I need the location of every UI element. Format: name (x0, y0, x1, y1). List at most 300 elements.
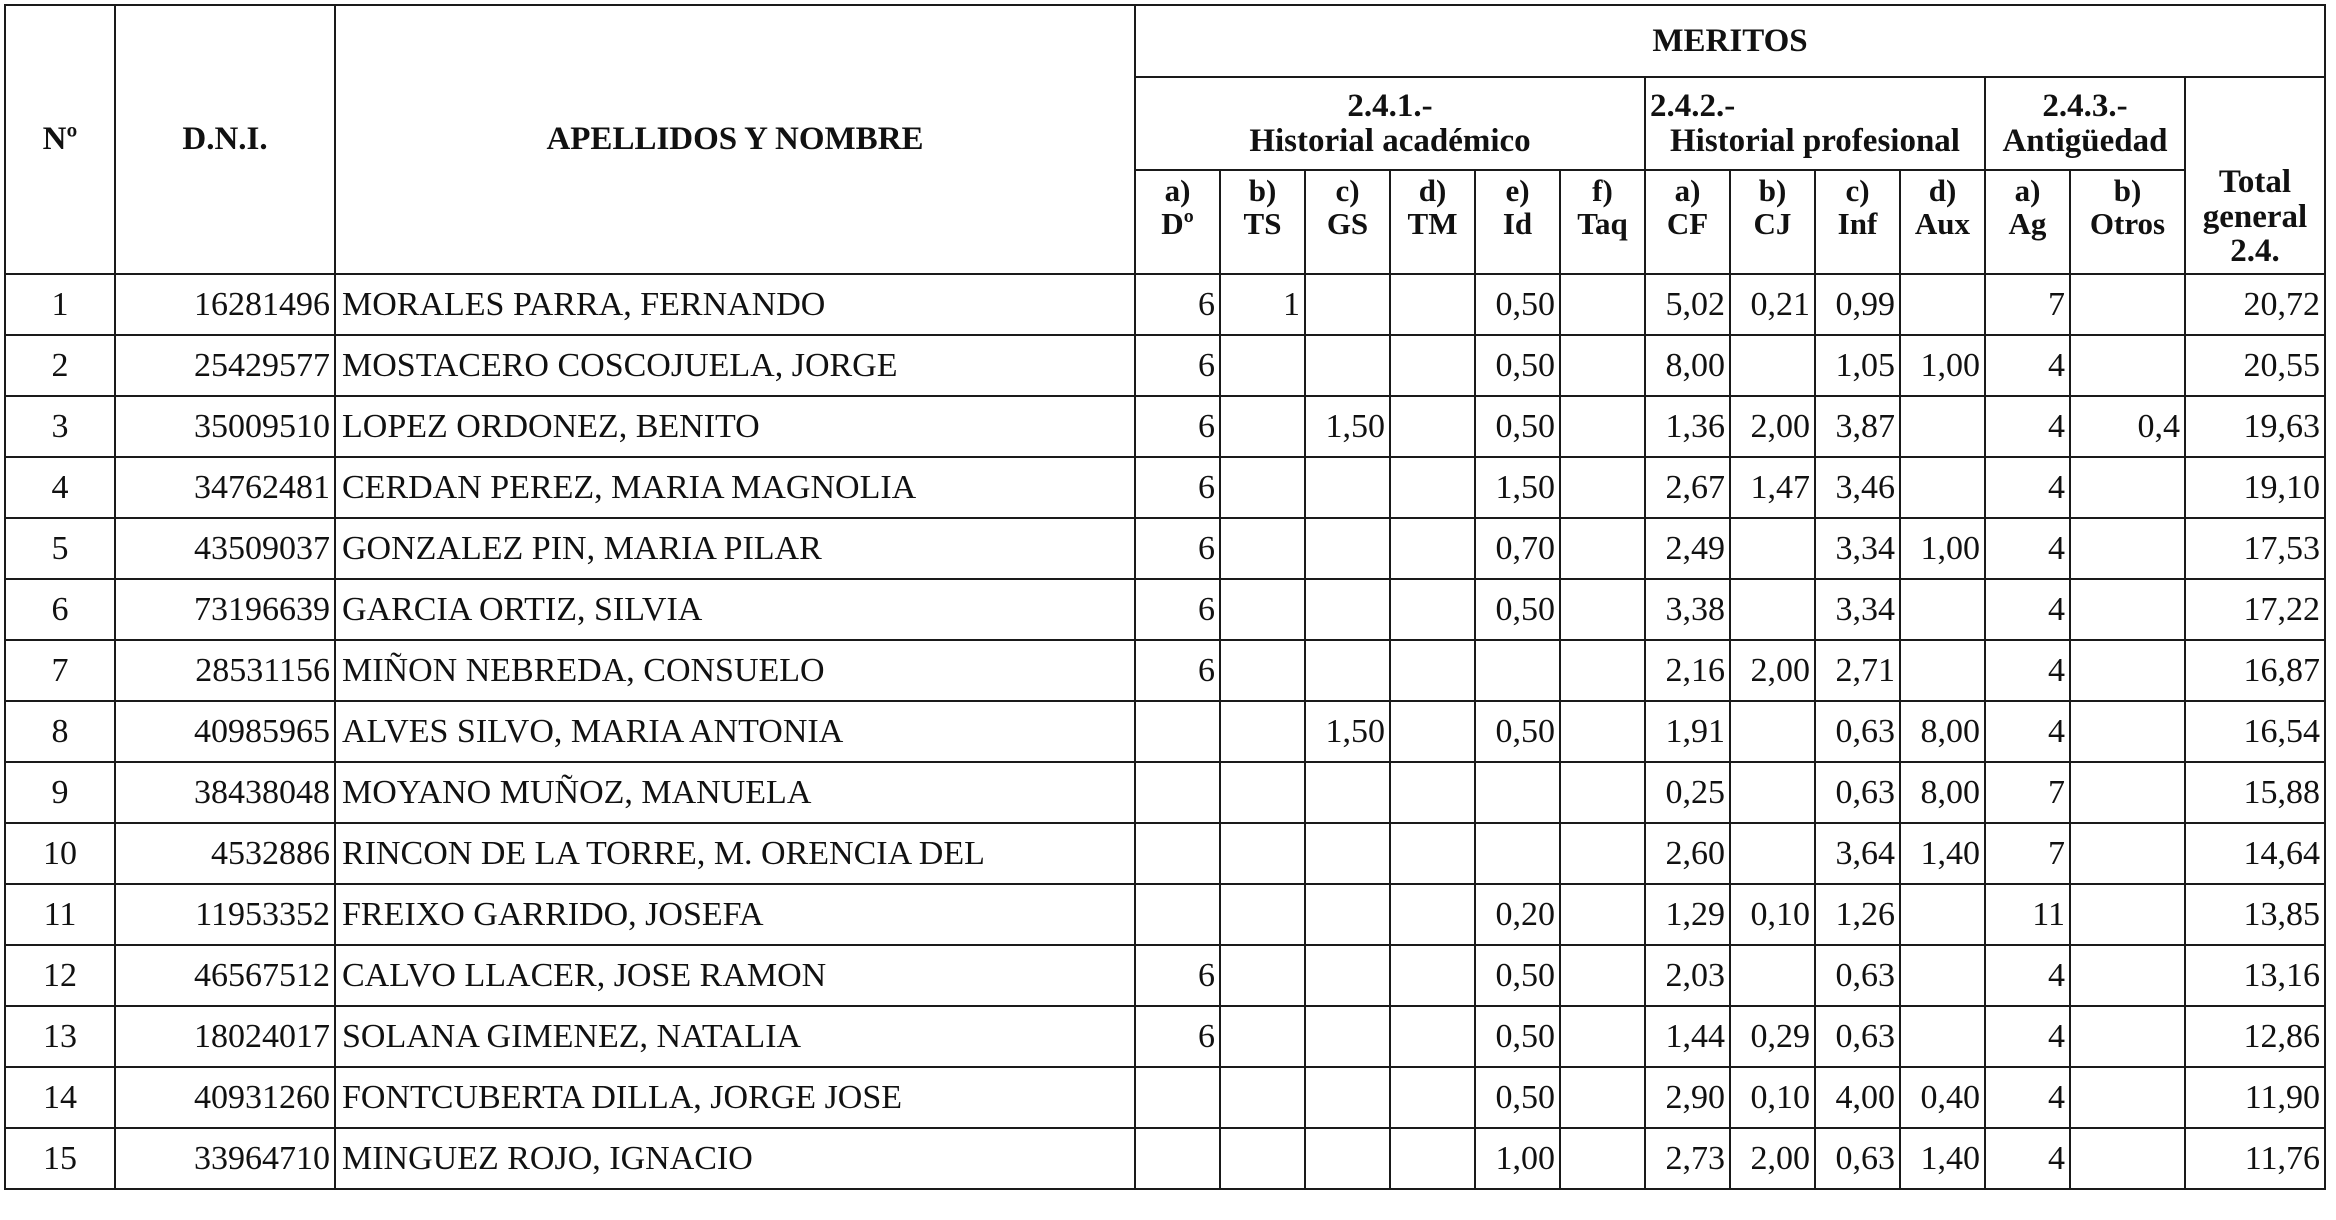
header-name: APELLIDOS Y NOMBRE (335, 5, 1135, 274)
row-merit-value: 0,29 (1730, 1006, 1815, 1067)
row-merit-value: 6 (1135, 396, 1220, 457)
row-merit-value: 6 (1135, 335, 1220, 396)
row-merit-value (1305, 884, 1390, 945)
row-merit-value: 3,87 (1815, 396, 1900, 457)
row-dni: 34762481 (115, 457, 335, 518)
table-row (5, 640, 2325, 701)
table-row (5, 457, 2325, 518)
row-merit-value: 3,38 (1645, 579, 1730, 640)
row-number: 11 (5, 884, 115, 945)
row-merit-value: 1,50 (1305, 396, 1390, 457)
row-merit-value: 7 (1985, 274, 2070, 335)
row-number: 14 (5, 1067, 115, 1128)
subheader-abbrev: GS (1326, 205, 1369, 241)
row-merit-value: 0,50 (1475, 1067, 1560, 1128)
row-merit-value (1730, 945, 1815, 1006)
row-dni: 28531156 (115, 640, 335, 701)
row-total: 13,85 (2185, 884, 2325, 945)
row-merit-value (1560, 884, 1645, 945)
row-merit-value (1390, 1006, 1475, 1067)
subheader-abbrev: Inf (1837, 205, 1878, 241)
row-merit-value: 0,70 (1475, 518, 1560, 579)
row-total: 12,86 (2185, 1006, 2325, 1067)
row-merit-value (1900, 579, 1985, 640)
row-merit-value: 2,67 (1645, 457, 1730, 518)
table-row (5, 579, 2325, 640)
row-merit-value (2070, 945, 2185, 1006)
merits-table (4, 4, 2326, 1190)
row-merit-value (1305, 823, 1390, 884)
subheader-cell (1135, 170, 1220, 274)
row-merit-value (1220, 457, 1305, 518)
row-merit-value (2070, 762, 2185, 823)
row-merit-value: 0,50 (1475, 396, 1560, 457)
row-number: 4 (5, 457, 115, 518)
total-line2: general (2202, 198, 2308, 235)
row-merit-value: 1,26 (1815, 884, 1900, 945)
group-professional-title: Historial profesional (1670, 122, 1960, 159)
subheader-letter: c) (1335, 173, 1360, 208)
row-merit-value (1135, 1067, 1220, 1128)
row-merit-value (1220, 335, 1305, 396)
row-merit-value (2070, 1128, 2185, 1189)
row-merit-value (2070, 640, 2185, 701)
row-merit-value (1220, 701, 1305, 762)
row-merit-value (1135, 1128, 1220, 1189)
row-merit-value: 1,91 (1645, 701, 1730, 762)
row-merit-value (1900, 945, 1985, 1006)
subheader-letter: b) (2113, 173, 2142, 208)
row-merit-value (2070, 823, 2185, 884)
row-merit-value: 6 (1135, 640, 1220, 701)
row-merit-value (2070, 457, 2185, 518)
row-merit-value (1560, 640, 1645, 701)
row-merit-value: 0,50 (1475, 1006, 1560, 1067)
row-merit-value (1390, 884, 1475, 945)
row-merit-value: 1,44 (1645, 1006, 1730, 1067)
row-merit-value (1305, 640, 1390, 701)
row-merit-value: 2,60 (1645, 823, 1730, 884)
subheader-abbrev: CF (1666, 205, 1709, 241)
row-merit-value (1560, 1067, 1645, 1128)
row-number: 6 (5, 579, 115, 640)
row-merit-value (1900, 884, 1985, 945)
row-merit-value: 5,02 (1645, 274, 1730, 335)
row-merit-value: 2,03 (1645, 945, 1730, 1006)
row-merit-value: 4 (1985, 518, 2070, 579)
row-merit-value (1560, 701, 1645, 762)
row-dni: 40931260 (115, 1067, 335, 1128)
row-number: 5 (5, 518, 115, 579)
row-merit-value: 6 (1135, 1006, 1220, 1067)
row-total: 19,63 (2185, 396, 2325, 457)
row-merit-value (1135, 823, 1220, 884)
row-merit-value: 4 (1985, 1006, 2070, 1067)
row-merit-value (1560, 274, 1645, 335)
group-seniority-title: Antigüedad (2002, 122, 2168, 159)
row-total: 17,22 (2185, 579, 2325, 640)
row-merit-value (2070, 274, 2185, 335)
subheader-abbrev: Ag (2008, 205, 2047, 241)
row-name: FONTCUBERTA DILLA, JORGE JOSE (335, 1067, 1135, 1128)
row-merit-value: 0,4 (2070, 396, 2185, 457)
subheader-abbrev: Otros (2089, 205, 2166, 241)
row-merit-value: 0,21 (1730, 274, 1815, 335)
row-dni: 40985965 (115, 701, 335, 762)
row-merit-value: 2,16 (1645, 640, 1730, 701)
row-dni: 35009510 (115, 396, 335, 457)
subheader-cell (2070, 170, 2185, 274)
row-merit-value: 6 (1135, 518, 1220, 579)
subheader-letter: d) (1418, 173, 1447, 208)
row-merit-value: 1,05 (1815, 335, 1900, 396)
row-number: 1 (5, 274, 115, 335)
row-merit-value (1560, 579, 1645, 640)
row-name: LOPEZ ORDONEZ, BENITO (335, 396, 1135, 457)
row-merit-value: 6 (1135, 457, 1220, 518)
row-merit-value (1475, 823, 1560, 884)
row-total: 11,76 (2185, 1128, 2325, 1189)
table-row (5, 518, 2325, 579)
row-merit-value: 0,25 (1645, 762, 1730, 823)
row-merit-value: 7 (1985, 762, 2070, 823)
row-merit-value (2070, 701, 2185, 762)
row-merit-value (1220, 1128, 1305, 1189)
row-dni: 16281496 (115, 274, 335, 335)
row-merit-value: 0,63 (1815, 1128, 1900, 1189)
row-name: MOSTACERO COSCOJUELA, JORGE (335, 335, 1135, 396)
row-dni: 11953352 (115, 884, 335, 945)
row-name: MIÑON NEBREDA, CONSUELO (335, 640, 1135, 701)
row-merit-value: 0,99 (1815, 274, 1900, 335)
row-merit-value: 1,00 (1475, 1128, 1560, 1189)
subheader-cell (1900, 170, 1985, 274)
row-merit-value (1305, 1128, 1390, 1189)
row-merit-value: 0,63 (1815, 762, 1900, 823)
subheader-letter: e) (1505, 173, 1530, 208)
row-merit-value (1390, 335, 1475, 396)
row-number: 8 (5, 701, 115, 762)
row-merit-value (1390, 1067, 1475, 1128)
row-merit-value (1305, 457, 1390, 518)
row-dni: 73196639 (115, 579, 335, 640)
row-merit-value (1135, 701, 1220, 762)
subheader-letter: c) (1845, 173, 1870, 208)
subheader-cell (1560, 170, 1645, 274)
row-merit-value (1390, 945, 1475, 1006)
row-merit-value: 1,47 (1730, 457, 1815, 518)
row-merit-value (1305, 1006, 1390, 1067)
row-merit-value (1305, 1067, 1390, 1128)
row-merit-value (1475, 762, 1560, 823)
row-total: 20,72 (2185, 274, 2325, 335)
row-merit-value (2070, 1067, 2185, 1128)
row-merit-value (2070, 884, 2185, 945)
row-merit-value: 1,40 (1900, 1128, 1985, 1189)
row-name: RINCON DE LA TORRE, M. ORENCIA DEL (335, 823, 1135, 884)
row-merit-value: 2,00 (1730, 640, 1815, 701)
row-merit-value: 4 (1985, 1128, 2070, 1189)
table-row (5, 396, 2325, 457)
row-merit-value (1560, 823, 1645, 884)
row-total: 17,53 (2185, 518, 2325, 579)
row-merit-value (1900, 640, 1985, 701)
row-number: 9 (5, 762, 115, 823)
row-merit-value (1390, 579, 1475, 640)
row-merit-value: 4 (1985, 335, 2070, 396)
row-merit-value: 8,00 (1645, 335, 1730, 396)
table-row (5, 335, 2325, 396)
row-merit-value (1220, 762, 1305, 823)
row-merit-value: 4 (1985, 457, 2070, 518)
row-total: 16,87 (2185, 640, 2325, 701)
row-merit-value (1220, 579, 1305, 640)
table-row (5, 823, 2325, 884)
row-merit-value (2070, 518, 2185, 579)
row-merit-value: 0,40 (1900, 1067, 1985, 1128)
row-merit-value (1390, 274, 1475, 335)
row-merit-value: 2,90 (1645, 1067, 1730, 1128)
header-meritos: MERITOS (1135, 5, 2325, 77)
group-academic-code: 2.4.1.- (1347, 87, 1433, 124)
subheader-cell (1815, 170, 1900, 274)
row-merit-value (1220, 640, 1305, 701)
row-merit-value: 1,36 (1645, 396, 1730, 457)
row-name: GARCIA ORTIZ, SILVIA (335, 579, 1135, 640)
row-merit-value (1900, 396, 1985, 457)
row-merit-value (1305, 579, 1390, 640)
row-number: 7 (5, 640, 115, 701)
row-merit-value: 4 (1985, 945, 2070, 1006)
row-total: 14,64 (2185, 823, 2325, 884)
row-merit-value (1220, 884, 1305, 945)
row-merit-value (1560, 457, 1645, 518)
row-merit-value (1730, 701, 1815, 762)
row-total: 13,16 (2185, 945, 2325, 1006)
subheader-abbrev: CJ (1753, 205, 1792, 241)
row-merit-value: 3,46 (1815, 457, 1900, 518)
group-seniority-code: 2.4.3.- (2042, 87, 2128, 124)
row-merit-value: 0,63 (1815, 1006, 1900, 1067)
table-row (5, 762, 2325, 823)
row-merit-value (1900, 1006, 1985, 1067)
group-professional-code: 2.4.2.- (1650, 87, 1736, 124)
table-row (5, 945, 2325, 1006)
row-name: CERDAN PEREZ, MARIA MAGNOLIA (335, 457, 1135, 518)
total-line1: Total (2218, 164, 2292, 201)
row-merit-value (1220, 396, 1305, 457)
subheader-letter: a) (1674, 173, 1701, 208)
row-merit-value: 3,34 (1815, 518, 1900, 579)
row-merit-value (1135, 884, 1220, 945)
row-name: ALVES SILVO, MARIA ANTONIA (335, 701, 1135, 762)
row-merit-value: 8,00 (1900, 701, 1985, 762)
row-merit-value (1560, 1128, 1645, 1189)
row-merit-value (1560, 396, 1645, 457)
row-merit-value (1390, 396, 1475, 457)
row-merit-value (1730, 762, 1815, 823)
row-merit-value (1390, 1128, 1475, 1189)
row-merit-value: 0,50 (1475, 945, 1560, 1006)
row-merit-value (1900, 274, 1985, 335)
subheader-cell (1645, 170, 1730, 274)
row-merit-value: 6 (1135, 579, 1220, 640)
row-number: 13 (5, 1006, 115, 1067)
subheader-abbrev: Id (1502, 205, 1533, 241)
header-group-seniority (1985, 77, 2185, 170)
row-name: MOYANO MUÑOZ, MANUELA (335, 762, 1135, 823)
row-merit-value: 7 (1985, 823, 2070, 884)
row-merit-value (1390, 640, 1475, 701)
row-merit-value (1730, 335, 1815, 396)
row-merit-value: 3,34 (1815, 579, 1900, 640)
row-merit-value (1390, 823, 1475, 884)
row-merit-value (1220, 823, 1305, 884)
header-total (2185, 77, 2325, 274)
subheader-letter: b) (1758, 173, 1787, 208)
row-merit-value: 1,29 (1645, 884, 1730, 945)
row-merit-value (1305, 274, 1390, 335)
row-merit-value (1475, 640, 1560, 701)
subheader-letter: a) (1164, 173, 1191, 208)
row-merit-value (1560, 945, 1645, 1006)
header-dni: D.N.I. (115, 5, 335, 274)
row-merit-value: 4 (1985, 1067, 2070, 1128)
row-merit-value (1390, 762, 1475, 823)
row-merit-value: 0,10 (1730, 884, 1815, 945)
row-merit-value (2070, 335, 2185, 396)
subheader-abbrev: Dº (1161, 205, 1194, 241)
row-merit-value (1220, 945, 1305, 1006)
row-name: MORALES PARRA, FERNANDO (335, 274, 1135, 335)
row-merit-value: 2,73 (1645, 1128, 1730, 1189)
row-number: 3 (5, 396, 115, 457)
subheader-abbrev: Aux (1914, 205, 1971, 241)
row-merit-value (1220, 1006, 1305, 1067)
row-merit-value (1730, 579, 1815, 640)
row-total: 11,90 (2185, 1067, 2325, 1128)
row-merit-value: 1,00 (1900, 335, 1985, 396)
row-merit-value: 2,71 (1815, 640, 1900, 701)
table-row (5, 1006, 2325, 1067)
row-merit-value (1730, 518, 1815, 579)
row-merit-value: 0,50 (1475, 274, 1560, 335)
header-num: Nº (5, 5, 115, 274)
row-dni: 38438048 (115, 762, 335, 823)
row-dni: 25429577 (115, 335, 335, 396)
row-merit-value: 1,40 (1900, 823, 1985, 884)
subheader-cell (1390, 170, 1475, 274)
row-total: 16,54 (2185, 701, 2325, 762)
row-merit-value: 11 (1985, 884, 2070, 945)
table-row (5, 884, 2325, 945)
row-merit-value: 4 (1985, 396, 2070, 457)
subheader-letter: b) (1248, 173, 1277, 208)
group-academic-title: Historial académico (1249, 122, 1531, 159)
row-dni: 43509037 (115, 518, 335, 579)
table-row (5, 1128, 2325, 1189)
row-number: 2 (5, 335, 115, 396)
row-merit-value: 1,00 (1900, 518, 1985, 579)
row-dni: 33964710 (115, 1128, 335, 1189)
row-merit-value (1560, 518, 1645, 579)
row-merit-value: 4 (1985, 579, 2070, 640)
header-group-academic (1135, 77, 1645, 170)
row-merit-value (1220, 1067, 1305, 1128)
row-merit-value: 6 (1135, 945, 1220, 1006)
row-merit-value (1135, 762, 1220, 823)
row-merit-value: 6 (1135, 274, 1220, 335)
subheader-cell (1985, 170, 2070, 274)
row-number: 15 (5, 1128, 115, 1189)
table-row (5, 274, 2325, 335)
row-merit-value: 0,50 (1475, 335, 1560, 396)
row-merit-value: 0,50 (1475, 701, 1560, 762)
row-total: 19,10 (2185, 457, 2325, 518)
row-merit-value (1305, 945, 1390, 1006)
row-merit-value (1305, 518, 1390, 579)
subheader-cell (1730, 170, 1815, 274)
row-merit-value: 8,00 (1900, 762, 1985, 823)
row-total: 15,88 (2185, 762, 2325, 823)
row-dni: 4532886 (115, 823, 335, 884)
row-merit-value: 4 (1985, 640, 2070, 701)
row-name: MINGUEZ ROJO, IGNACIO (335, 1128, 1135, 1189)
row-merit-value: 2,00 (1730, 396, 1815, 457)
row-merit-value: 1,50 (1305, 701, 1390, 762)
subheader-abbrev: Taq (1577, 205, 1628, 241)
subheader-abbrev: TM (1407, 205, 1458, 241)
subheader-cell (1475, 170, 1560, 274)
row-merit-value: 1 (1220, 274, 1305, 335)
row-merit-value (2070, 579, 2185, 640)
row-merit-value: 4,00 (1815, 1067, 1900, 1128)
row-merit-value: 4 (1985, 701, 2070, 762)
row-merit-value: 0,63 (1815, 701, 1900, 762)
total-line3: 2.4. (2230, 233, 2280, 270)
row-merit-value: 0,20 (1475, 884, 1560, 945)
row-merit-value: 3,64 (1815, 823, 1900, 884)
row-merit-value (1560, 335, 1645, 396)
row-number: 10 (5, 823, 115, 884)
row-merit-value (1390, 518, 1475, 579)
row-merit-value (1390, 457, 1475, 518)
row-merit-value (1730, 823, 1815, 884)
row-merit-value (1900, 457, 1985, 518)
row-dni: 18024017 (115, 1006, 335, 1067)
subheader-cell (1220, 170, 1305, 274)
row-merit-value (1305, 762, 1390, 823)
row-merit-value (2070, 1006, 2185, 1067)
row-merit-value (1560, 1006, 1645, 1067)
row-merit-value: 2,49 (1645, 518, 1730, 579)
subheader-letter: f) (1592, 173, 1613, 208)
row-merit-value (1305, 335, 1390, 396)
row-name: FREIXO GARRIDO, JOSEFA (335, 884, 1135, 945)
row-merit-value: 2,00 (1730, 1128, 1815, 1189)
row-merit-value: 0,50 (1475, 579, 1560, 640)
row-number: 12 (5, 945, 115, 1006)
row-total: 20,55 (2185, 335, 2325, 396)
header-group-professional (1645, 77, 1985, 170)
row-name: GONZALEZ PIN, MARIA PILAR (335, 518, 1135, 579)
row-merit-value: 0,63 (1815, 945, 1900, 1006)
row-name: SOLANA GIMENEZ, NATALIA (335, 1006, 1135, 1067)
row-name: CALVO LLACER, JOSE RAMON (335, 945, 1135, 1006)
table-row (5, 1067, 2325, 1128)
row-merit-value: 1,50 (1475, 457, 1560, 518)
subheader-letter: d) (1928, 173, 1957, 208)
